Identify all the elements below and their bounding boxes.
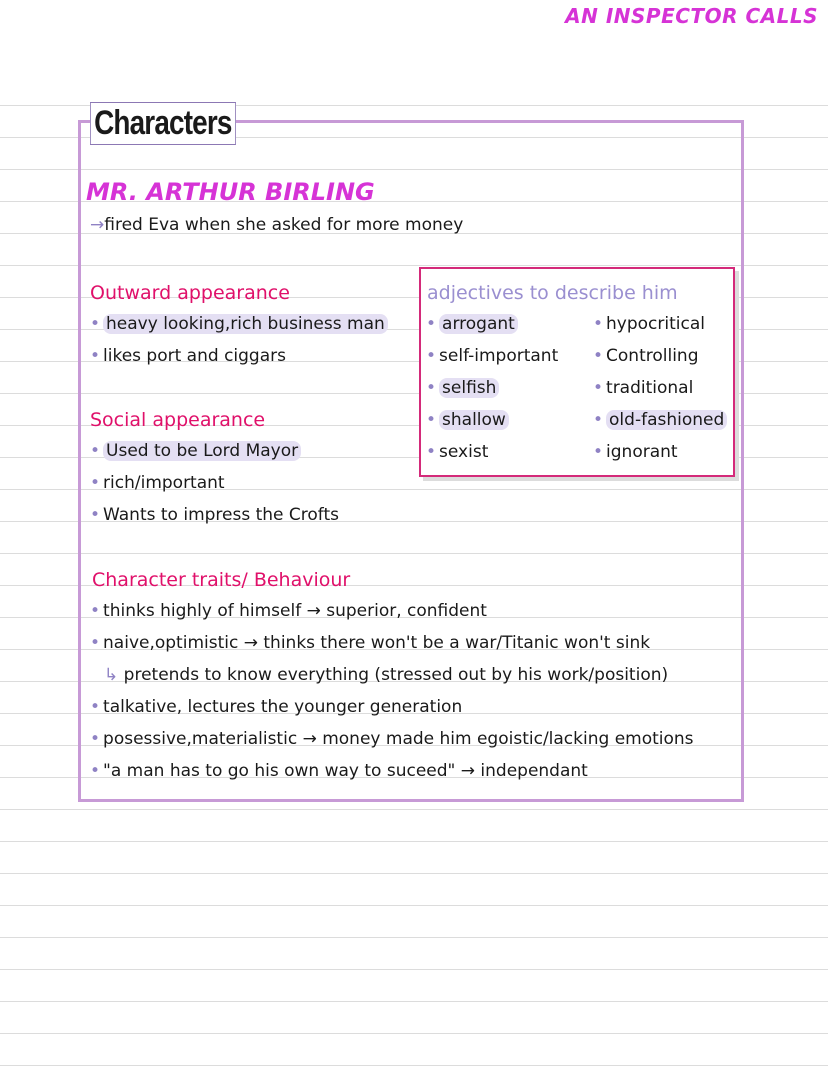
- adjective-item: • Controlling: [593, 346, 699, 366]
- document-title: AN INSPECTOR CALLS: [565, 4, 818, 28]
- character-intro: →fired Eva when she asked for more money: [90, 215, 464, 235]
- traits-heading: Character traits/ Behaviour: [92, 569, 351, 591]
- adjective-item: • traditional: [593, 378, 694, 398]
- bullet-icon: •: [90, 346, 101, 366]
- adjective-item: • selfish: [426, 378, 499, 398]
- bullet-icon: •: [593, 346, 604, 366]
- list-item: • posessive,materialistic → money made him egoistic/lacking emotions: [90, 729, 694, 749]
- bullet-icon: •: [90, 441, 101, 461]
- adjective-item: • sexist: [426, 442, 489, 462]
- section-title: Characters: [90, 102, 236, 145]
- bullet-icon: •: [90, 729, 101, 749]
- adjective-item: • hypocritical: [593, 314, 705, 334]
- adjective-item: • shallow: [426, 410, 509, 430]
- bullet-icon: •: [426, 346, 437, 366]
- social-heading: Social appearance: [90, 409, 266, 431]
- adjective-item: • ignorant: [593, 442, 678, 462]
- arrow-right-icon: →: [90, 215, 105, 235]
- list-item: • Wants to impress the Crofts: [90, 505, 340, 525]
- bullet-icon: •: [426, 410, 437, 430]
- adjective-item: • old-fashioned: [593, 410, 727, 430]
- return-arrow-icon: ↳: [104, 665, 119, 685]
- bullet-icon: •: [426, 378, 437, 398]
- list-item: • thinks highly of himself → superior, confident: [90, 601, 487, 621]
- bullet-icon: •: [90, 314, 101, 334]
- character-name: MR. ARTHUR BIRLING: [86, 178, 375, 206]
- adjectives-heading: adjectives to describe him: [427, 282, 678, 304]
- list-item: • rich/important: [90, 473, 225, 493]
- bullet-icon: •: [426, 314, 437, 334]
- list-item: • Used to be Lord Mayor: [90, 441, 301, 461]
- list-item: • naive,optimistic → thinks there won't be a war/Titanic won't sink: [90, 633, 651, 653]
- bullet-icon: •: [90, 505, 101, 525]
- list-item: • talkative, lectures the younger generation: [90, 697, 463, 717]
- list-item: ↳ pretends to know everything (stressed out by his work/position): [104, 665, 669, 685]
- bullet-icon: •: [90, 697, 101, 717]
- outward-heading: Outward appearance: [90, 282, 290, 304]
- list-item: • heavy looking,rich business man: [90, 314, 388, 334]
- bullet-icon: •: [593, 442, 604, 462]
- bullet-icon: •: [90, 761, 101, 781]
- bullet-icon: •: [90, 633, 101, 653]
- bullet-icon: •: [593, 314, 604, 334]
- list-item: • likes port and ciggars: [90, 346, 286, 366]
- adjective-item: • arrogant: [426, 314, 518, 334]
- bullet-icon: •: [90, 601, 101, 621]
- bullet-icon: •: [426, 442, 437, 462]
- bullet-icon: •: [593, 410, 604, 430]
- bullet-icon: •: [90, 473, 101, 493]
- list-item: • "a man has to go his own way to suceed" → independant: [90, 761, 588, 781]
- adjective-item: • self-important: [426, 346, 559, 366]
- bullet-icon: •: [593, 378, 604, 398]
